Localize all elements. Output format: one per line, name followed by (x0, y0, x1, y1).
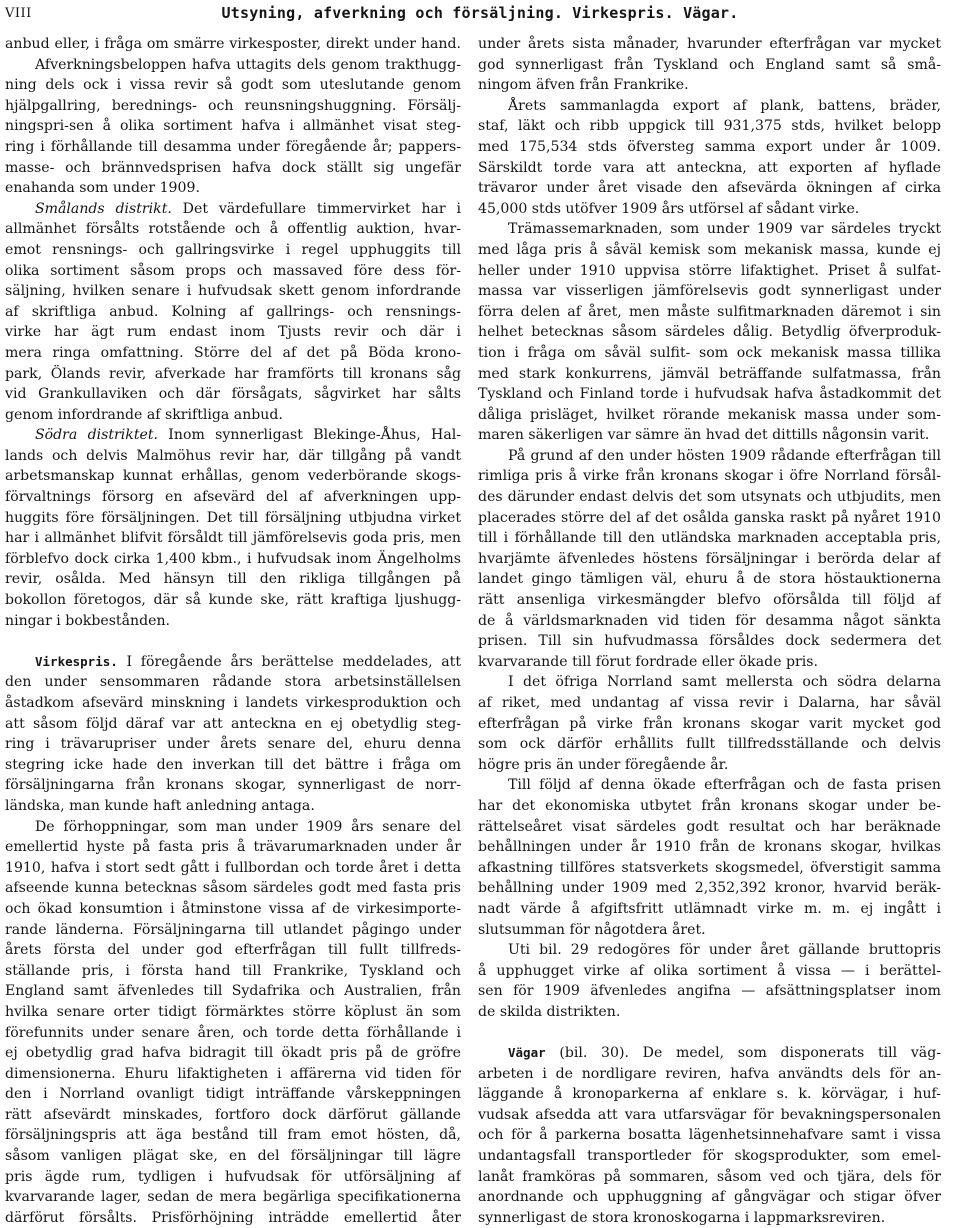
text-line: des därunder endast delvis det som utsynats och utbjudits, men (478, 489, 941, 506)
text-line: förblefvo dock cirka 1,400 kbm., i hufvudsak inom Ängelholms (5, 550, 461, 567)
text-line: kvarvarande lager, sedan de mera begärliga specifikationerna (5, 1189, 461, 1206)
text-line: Trämassemarknaden, som under 1909 var särdeles tryckt (508, 221, 941, 238)
paragraph-utbyte (478, 775, 941, 940)
text-line: ländska, man kunde haft anledning antaga. (5, 797, 315, 814)
text-line: försäljningspris att äga bestånd till fram emot hösten, då, (5, 1127, 461, 1144)
text-line: ring i trävarupriser under årets senare del, ehuru denna (5, 736, 461, 753)
text-line: Virkespris. I föregående års berättelse meddelades, att (35, 653, 461, 670)
text-line: 45,000 stds utöfver 1909 års utförsel af sådant virke. (478, 200, 860, 217)
text-line: af skriftliga anbud. Kolning af gallrings- och rensnings- (5, 303, 461, 320)
text-line: pris ägde rum, tydligen i hufvudsak för utförsäljning af (5, 1168, 461, 1185)
text-line: ningar i bokbestånden. (5, 612, 170, 629)
section-heading-virkespris: Virkespris. (35, 653, 118, 669)
text-line: har i allmänhet blifvit försåldt till jämförelsevis goda pris, men (5, 530, 461, 547)
paragraph-export-continued (478, 34, 941, 96)
text-line: förefunnits under senare åren, och torde detta förhållande i (5, 1024, 461, 1041)
text-line: rätt ansenliga virkesmängder blefvo oförsålda till följd af (478, 592, 941, 609)
text-line: dåliga prisläget, hvilket rörande mekanisk massa under som- (478, 406, 941, 423)
paragraph-virkespris (5, 652, 461, 817)
paragraph-tramassemarknaden (478, 219, 941, 446)
text-line: I det öfriga Norrland samt mellersta och södra delarna (508, 674, 941, 691)
text-line: Till följd af denna ökade efterfrågan och de fasta prisen (508, 777, 941, 794)
text-line: arbeten i de nordligare reviren, hafva användts dels för an- (478, 1065, 941, 1082)
text-line: ning dels ock i vissa revir så godt som uteslutande genom (5, 77, 461, 94)
paragraph-norrland (478, 672, 941, 775)
paragraph-afverkning (5, 34, 461, 199)
text-line: synnerligast de stora kronoskogarna i lappmarksreviren. (478, 1209, 886, 1226)
text-line: massa var visserligen jämförelsevis godt synnerligast under (478, 283, 941, 300)
text-line: god synnerligast från Tyskland och England samt så små- (478, 56, 941, 73)
running-title: Utsyning, afverkning och försäljning. Virkespris. Vägar. (221, 4, 739, 22)
text-line: ring i förhållande till desamma under föregående år; pappers- (5, 138, 461, 155)
text-line: som ock därför erhållits fullt tillfredsställande och delvis (478, 736, 941, 753)
text-line: högre pris än under föregående år. (478, 756, 729, 773)
page-number: VIII (5, 6, 32, 21)
text-line: Smålands distrikt. Det värdefullare timmervirket har i (35, 200, 461, 217)
text-line: förvaltnings försorg en afsevärd del af afverkningen upp- (5, 489, 461, 506)
text-line: 1910, hafva i stort sedt gått i fullbordan och torde året i detta (5, 859, 461, 876)
text-line: På grund af den under hösten 1909 rådande efterfrågan till (508, 447, 941, 464)
text-line: Särskildt torde vara att anteckna, att exporten af hyflade (478, 159, 941, 176)
text-line: mera ringa omfattning. Större del af det på Böda krono- (5, 344, 461, 361)
text-line: därförut försålts. Prisförhöjning inträdde emellertid åter (5, 1209, 461, 1226)
text-line: hvarjämte äfvenledes höstens försäljningar i berörda delar af (478, 550, 941, 567)
text-line: emot rensnings- och gallringsvirke i regel upphuggits till (5, 241, 461, 258)
text-line: vudsak afsedda att vara utfarsvägar för bevakningspersonalen (478, 1106, 941, 1123)
text-line: till i förhållande till den utländska marknaden acceptabla pris, (478, 530, 941, 547)
paragraph-sodra (5, 425, 461, 631)
text-line: rättelseåret visat särdeles godt resultat och har beräknade (478, 818, 941, 835)
text-line: lands och delvis Malmöhus revir har, där tillgång på vandt (5, 447, 461, 464)
text-line: har det ekonomiska utbytet från kronans skogar under be- (478, 797, 941, 814)
paragraph-forhoppningar (5, 817, 461, 1228)
text-line: Uti bil. 29 redogöres för under året gällande bruttopris (508, 942, 941, 959)
text-line: virke har ägt rum endast inom Tjusts revir och där i (5, 324, 461, 341)
section-heading-sodra: Södra distriktet. (35, 427, 158, 444)
text-line: af riket, med undantag af vissa revir i Dalarna, har såväl (478, 695, 941, 711)
text-line: förra delen af året, men måste sulfitmarknaden däremot i sin (478, 303, 941, 320)
text-line: heller under 1910 uppvisa större lifaktighet. Priset å sulfat- (478, 262, 941, 279)
text-line: landet gingo tämligen väl, ehuru å de stora höstauktionerna (478, 571, 941, 588)
text-line: sen för 1909 äfvenledes angifna — afsättningsplatser inom (478, 983, 941, 1000)
text-line: arbetsmanskap kunnat erhållas, genom vederbörande skogs- (5, 468, 461, 485)
text-line: afseende kunna betecknas såsom särdeles godt med fasta pris (5, 880, 461, 897)
text-line: efterfrågan på virke från kronans skogar varit mycket god (478, 715, 941, 732)
text-line: lanåt framköras på sommaren, såsom ved och tjära, dels för (478, 1168, 941, 1185)
text-line: hvilka senare orter tidigt förmärktes större köplust än som (5, 1003, 461, 1020)
text-line: behållningen under år 1910 från de kronans skogar, hvilkas (478, 839, 941, 856)
page-header (0, 0, 960, 26)
text-line: ställande pris, i första hand till Frankrike, Tyskland och (5, 962, 461, 979)
text-line: afkastning tillföres statsverkets skogsmedel, öfverstigit samma (478, 859, 941, 876)
text-line: ningom äfven från Frankrike. (478, 77, 689, 94)
text-line: huggits före försäljningen. Det till försäljning utbjudna virket (5, 509, 461, 526)
text-line: allmänhet försålts rotstående och å offentlig auktion, hvar- (5, 221, 461, 238)
text-line: med stark konkurrens, jämväl beträffande sulfatmassa, från (478, 365, 941, 382)
text-line: Årets sammanlagda export af plank, battens, bräder, (508, 97, 941, 114)
text-line: tion i fråga om såväl sulfit- som ock mekanisk massa tillika (478, 344, 941, 361)
text-line: såsom vanligen plägat ske, en del försäljningar till lägre (5, 1148, 461, 1165)
section-heading-smaland: Smålands distrikt. (35, 200, 172, 217)
text-line: Vägar (bil. 30). De medel, som disponerats till väg- (508, 1045, 941, 1062)
left-column (5, 34, 461, 1228)
text-line: masse- och brännvedsprisen hafva dock ställt sig ungefär (5, 159, 461, 176)
text-line: stegring icke hade den inverkan till det bättre i fråga om (5, 756, 461, 773)
text-line: behållning under 1909 med 2,352,392 kronor, hvarvid beräk- (478, 880, 941, 897)
text-line: emellertid hyste på fasta pris å trävarumarknaden under år (5, 839, 461, 856)
text-line: olika sortiment såsom props och massaved före dess för- (5, 262, 461, 279)
text-line: prisen. Till sin hufvudmassa försåldes dock sedermera det (478, 633, 941, 650)
text-line: staf, läkt och ribb uppgick till 931,375 stds, hvilket belopp (478, 118, 941, 135)
text-line: trävaror under året visade den afsevärda ökningen af cirka (478, 180, 941, 197)
text-line: åstadkom afsevärd minskning i landets virkesproduktion och (5, 695, 461, 711)
text-line: å upphugget virke af olika sortiment å vissa — i berättel- (478, 962, 941, 979)
text-line: dimensionerna. Ehuru lifaktigheten i affärerna vid tiden för (5, 1065, 461, 1082)
text-line: nadt värde å afgiftsfritt utlämnadt virke m. m. ej ingått i (478, 900, 941, 917)
text-line: De förhoppningar, som man under 1909 års senare del (35, 818, 461, 835)
paragraph-smaland (5, 199, 461, 426)
paragraph-bilaga (478, 940, 941, 1022)
paragraph-export-totals (478, 96, 941, 220)
text-line: Tyskland och Finland torde i hufvudsak hafva åstadkommit det (478, 386, 941, 403)
text-line: maren säkerligen var sämre än hvad det dittills någonsin varit. (478, 427, 930, 444)
text-line: hjälpgallring, berednings- och reunsningshuggning. Försälj- (5, 97, 461, 114)
text-line: placerades större del af det osålda ganska raskt på nyåret 1910 (478, 509, 941, 526)
text-line: att såsom följd däraf var att anteckna en ej obetydlig steg- (5, 715, 461, 732)
text-line: rätt afsevärdt minskades, fortforo dock därförut gällande (5, 1106, 461, 1123)
text-line: undantagsfall transportleder för skogsprodukter, som emel- (478, 1148, 941, 1165)
paragraph-vagar (478, 1043, 941, 1228)
paragraph-hosten (478, 446, 941, 673)
text-line: park, Ölands revir, afverkade har framförts till kronans såg (5, 365, 461, 382)
text-line: och ökad konsumtion i åtminstone vissa af de virkesimporte- (5, 900, 461, 917)
section-gap (478, 1023, 941, 1044)
section-heading-vagar: Vägar (508, 1045, 546, 1061)
text-line: enahanda som under 1909. (5, 180, 200, 197)
text-line: rimliga pris å virke från kronans skogar i öfre Norrland försål- (478, 468, 941, 485)
text-line: genom infordrande af skriftliga anbud. (5, 406, 283, 423)
text-line: säljning, hvilken senare i hufvudsak skett genom infordrande (5, 283, 461, 300)
text-line: helhet betecknas såsom särdeles dålig. Betydlig öfverproduk- (478, 324, 941, 341)
text-line: med låga pris å såväl kemisk som mekanisk massa, kunde ej (478, 241, 941, 258)
text-line: Afverkningsbeloppen hafva uttagits dels genom trakthugg- (35, 56, 461, 73)
text-line: Södra distriktet. Inom synnerligast Blekinge-Åhus, Hal- (35, 427, 461, 444)
text-line: England samt äfvenledes till Sydafrika och Australien, från (5, 983, 461, 1000)
text-line: och för å parkerna bosatta lägenhetsinnehafvare samt i vissa (478, 1127, 941, 1144)
text-line: ej obetydlig grad hafva bidragit till ökadt pris på de gröfre (5, 1045, 461, 1062)
text-line: rande länderna. Försäljningarna till utlandet pågingo under (5, 921, 461, 938)
text-line: bokollon företogos, där så kunde ske, rätt kraftiga ljushugg- (5, 592, 461, 609)
text-line: vid Grankullaviken och där försågats, sågvirket har sålts (5, 386, 461, 403)
right-column (478, 34, 941, 1228)
section-gap (5, 631, 461, 652)
text-line: med 175,534 stds öfversteg samma export under år 1009. (478, 138, 941, 155)
text-line: under årets sista månader, hvarunder efterfrågan var mycket (478, 36, 941, 52)
text-line: läggande å kronoparkerna af enklare s. k. körvägar, i huf- (478, 1086, 941, 1103)
text-line: revir, osålda. Med hänsyn till den rikliga tillgången på (5, 571, 461, 588)
text-line: försäljningarna från kronans skogar, synnerligast de norr- (5, 777, 461, 794)
text-line: den i Norrland ovanligt tidigt inträffande vårskeppningen (5, 1086, 461, 1103)
text-line: de skilda distrikten. (478, 1003, 621, 1020)
text-line: ningspri-sen å olika sortiment hafva i allmänhet visat steg- (5, 118, 461, 135)
text-line: anordnande och upphuggning af gångvägar och stigar öfver (478, 1189, 941, 1206)
text-line: kvarvarande till förut fordrade eller ökade pris. (478, 653, 818, 670)
text-line: årets första del under god efterfrågan till fullt tillfreds- (5, 942, 461, 959)
text-line: anbud eller, i fråga om smärre virkesposter, direkt under hand. (5, 36, 461, 52)
text-line: slutsumman för någotdera året. (478, 921, 706, 938)
text-line: de å världsmarknaden vid tiden för desamma något sänkta (478, 612, 941, 629)
text-line: den under sensommaren rådande stora arbetsinställelsen (5, 674, 461, 691)
